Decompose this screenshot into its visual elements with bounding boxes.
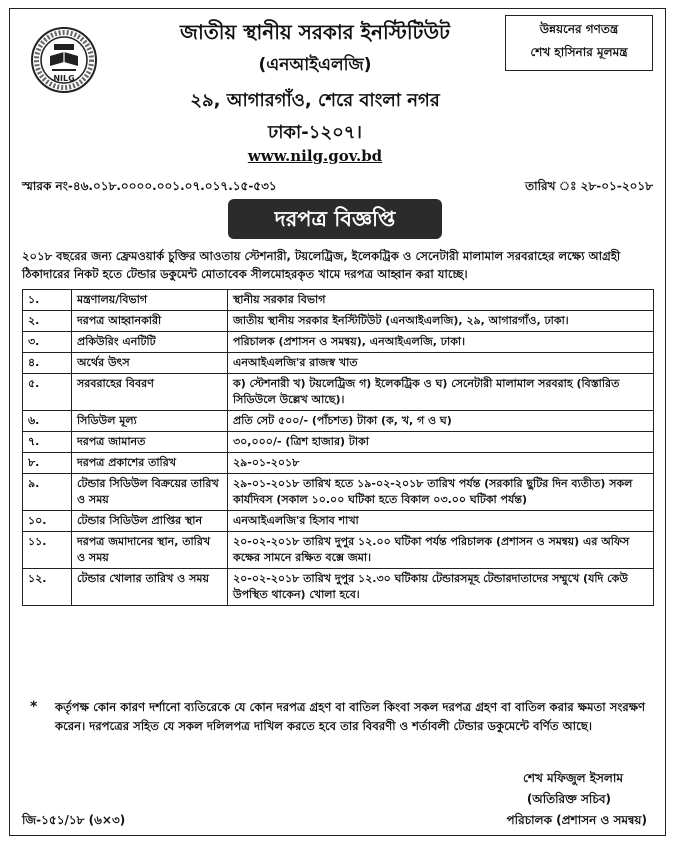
row-item: টেন্ডার খোলার তারিখ ও সময় (72, 569, 228, 606)
memo-reference: স্মারক নং-৪৬.০১৮.০০০০.০০১.০৭.০১৭.১৫-৫৩১ (22, 179, 277, 193)
table-row (23, 353, 654, 374)
slogan-line-1: উন্নয়নের গণতন্ত্র (539, 22, 619, 36)
row-detail: এনআইএলজি'র হিসাব শাখা (228, 511, 654, 532)
notice-title: দরপত্র বিজ্ঞপ্তি (228, 199, 442, 239)
row-number: ১২. (23, 569, 72, 606)
row-item: দরপত্র জমাদানের স্থান, তারিখ ও সময় (72, 532, 228, 569)
government-code: জি-১৫১/১৮ (৬×৩) (22, 813, 126, 827)
row-item: দরপত্র আহ্বানকারী (72, 311, 228, 332)
row-number: ৮. (23, 453, 72, 474)
logo-acronym: NILG (53, 74, 75, 83)
slogan-line-2: শেখ হাসিনার মূলমন্ত্র (530, 45, 628, 59)
row-item: টেন্ডার সিডিউল প্রাপ্তির স্থান (72, 511, 228, 532)
row-detail: ২৯-০১-২০১৮ তারিখ হতে ১৯-০২-২০১৮ তারিখ পর্যন্ত (সরকারি ছুটির দিন ব্যতীত) সকল কার্যদিবস (সকাল ১০.০০ ঘটিকা হতে বিকাল ০৩.০০ ঘটিকা পর্যন্ত) (228, 474, 654, 511)
institute-address: ২৯, আগারগাঁও, শেরে বাংলা নগর (190, 90, 440, 111)
row-detail: প্রতি সেট ৫০০/- (পাঁচশত) টাকা (ক, খ, গ ও ঘ) (228, 411, 654, 432)
table-row (23, 569, 654, 606)
table-row (23, 453, 654, 474)
row-item: সরবরাহের বিবরণ (72, 374, 228, 411)
table-row (23, 474, 654, 511)
tender-details-table (22, 289, 654, 606)
row-detail: এনআইএলজি'র রাজস্ব খাত (228, 353, 654, 374)
row-number: ২. (23, 311, 72, 332)
intro-paragraph: ২০১৮ বছরের জন্য ফ্রেমওয়ার্ক চুক্তির আওতায় স্টেশনারী, টয়লেট্রিজ, ইলেকট্রিক ও সেনেটারী মালামাল সরবরাহের লক্ষ্যে আগ্রহী ঠিকাদারের নিকট হতে টেন্ডার ডকুমেন্ট মোতাবেক সীলমোহরকৃত খামে দরপত্র আহ্বান করা যাচ্ছে। (22, 249, 621, 281)
table-row (23, 432, 654, 453)
row-item: প্রকিউরিং এনটিটি (72, 332, 228, 353)
row-number: ১. (23, 290, 72, 311)
institute-name: জাতীয় স্থানীয় সরকার ইনস্টিটিউট (180, 20, 450, 44)
row-detail: ৩০,০০০/- (ত্রিশ হাজার) টাকা (228, 432, 654, 453)
row-item: দরপত্র প্রকাশের তারিখ (72, 453, 228, 474)
row-number: ৭. (23, 432, 72, 453)
row-item: সিডিউল মূল্য (72, 411, 228, 432)
row-number: ৬. (23, 411, 72, 432)
table-row (23, 511, 654, 532)
note-marker: * (30, 699, 38, 715)
table-row (23, 332, 654, 353)
row-item: অর্থের উৎস (72, 353, 228, 374)
row-detail: ২৯-০১-২০১৮ (228, 453, 654, 474)
signatory-designation: পরিচালক (প্রশাসন ও সমন্বয়) (506, 813, 647, 827)
row-number: ৯. (23, 474, 72, 511)
row-detail: ২০-০২-২০১৮ তারিখ দুপুর ১২.৩০ ঘটিকায় টেন্ডারসমূহ টেন্ডারদাতাদের সম্মুখে (যদি কেউ উপস্থিত থাকেন) খোলা হবে। (228, 569, 654, 606)
table-row (23, 532, 654, 569)
memo-date: তারিখ ঃ ২৮-০১-২০১৮ (525, 179, 653, 193)
table-row (23, 311, 654, 332)
row-number: ৩. (23, 332, 72, 353)
note-text: কর্তৃপক্ষ কোন কারণ দর্শানো ব্যতিরেকে যে কোন দরপত্র গ্রহণ বা বাতিল কিংবা সকল দরপত্র গ্রহণ বা বাতিল করার ক্ষমতা সংরক্ষণ করেন। দরপত্রের সহিত যে সকল দলিলপত্র দাখিল করতে হবে তার বিবরণী ও শর্তাবলী টেন্ডার ডকুমেন্টে বর্ণিত আছে। (55, 700, 646, 733)
row-detail: জাতীয় স্থানীয় সরকার ইনস্টিটিউট (এনআইএলজি), ২৯, আগারগাঁও, ঢাকা। (228, 311, 654, 332)
row-detail: ২০-০২-২০১৮ তারিখ দুপুর ১২.০০ ঘটিকা পর্যন্ত পরিচালক (প্রশাসন ও সমন্বয়) এর অফিস কক্ষের সামনে রক্ষিত বক্সে জমা। (228, 532, 654, 569)
row-detail: স্থানীয় সরকার বিভাগ (228, 290, 654, 311)
nilg-logo-icon (30, 26, 98, 94)
signatory-rank: (অতিরিক্ত সচিব) (526, 792, 611, 806)
slogan-box (505, 15, 653, 71)
row-detail: পরিচালক (প্রশাসন ও সমন্বয়), এনআইএলজি, ঢাকা। (228, 332, 654, 353)
row-item: মন্ত্রণালয়/বিভাগ (72, 290, 228, 311)
table-row (23, 290, 654, 311)
row-detail: ক) স্টেশনারী খ) টয়লেট্রিজ গ) ইলেকট্রিক ও ঘ) সেনেটারী মালামাল সরবরাহ (বিস্তারিত সিডিউলে উল্লেখ আছে)। (228, 374, 654, 411)
institute-city: ঢাকা-১২০৭। (268, 122, 362, 143)
table-row (23, 411, 654, 432)
signatory-name: শেখ মফিজুল ইসলাম (522, 771, 623, 785)
row-number: ১০. (23, 511, 72, 532)
row-item: টেন্ডার সিডিউল বিক্রয়ের তারিখ ও সময় (72, 474, 228, 511)
row-number: ৫. (23, 374, 72, 411)
row-number: ৪. (23, 353, 72, 374)
institute-acronym: (এনআইএলজি) (258, 55, 372, 75)
row-number: ১১. (23, 532, 72, 569)
row-item: দরপত্র জামানত (72, 432, 228, 453)
table-row (23, 374, 654, 411)
website-link[interactable]: www.nilg.gov.bd (247, 147, 383, 165)
